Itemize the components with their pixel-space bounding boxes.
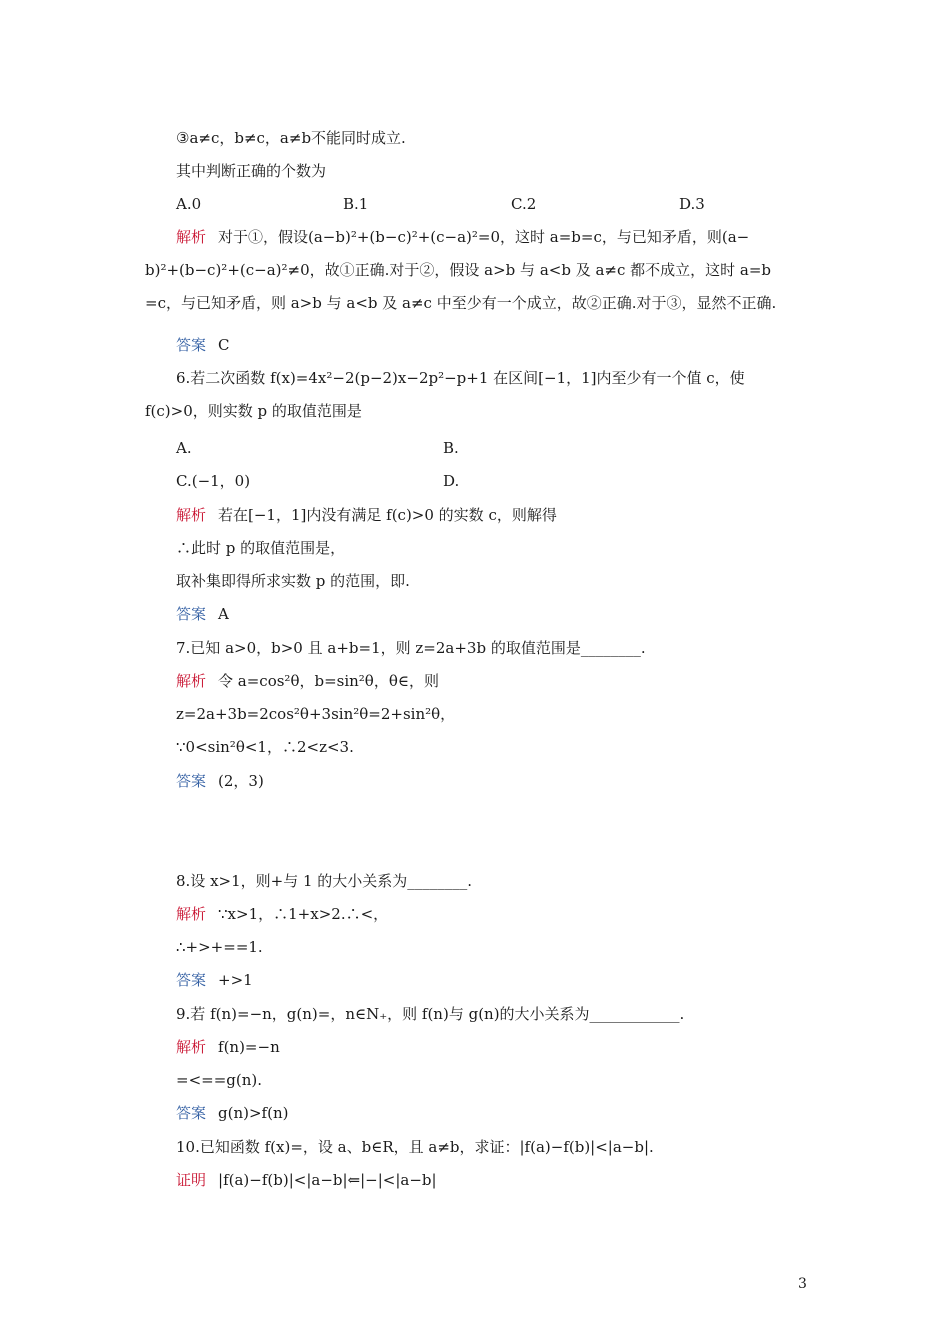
text-line — [176, 571, 410, 591]
text-line — [176, 128, 406, 148]
text-line — [176, 970, 253, 990]
line-text: (2，3) — [218, 772, 264, 790]
line-text: 6.若二次函数 f(x)=4x²−2(p−2)x−2p²−p+1 在区间[−1，1]内至少有一个值 c，使 — [176, 369, 745, 387]
option-a: A. — [176, 439, 192, 457]
line-text: ③a≠c，b≠c，a≠b不能同时成立. — [176, 129, 406, 147]
option-d: D. — [443, 472, 460, 490]
text-line — [176, 671, 439, 691]
text-line — [176, 1004, 684, 1024]
text-line — [176, 335, 230, 355]
line-text: f(c)>0，则实数 p 的取值范围是 — [145, 402, 362, 420]
line-text: =c，与已知矛盾，则 a>b 与 a<b 及 a≠c 中至少有一个成立，故②正确.对于③，显然不正确. — [145, 294, 777, 312]
section-label: 解析 — [176, 905, 207, 923]
line-text: ∵0<sin²θ<1，∴2<z<3. — [176, 738, 354, 756]
line-text: C — [218, 336, 230, 354]
text-line — [176, 704, 455, 724]
line-text: |f(a)−f(b)|<|a−b|⇐|−|<|a−b| — [218, 1171, 437, 1189]
line-text: 若在[−1，1]内没有满足 f(c)>0 的实数 c，则解得 — [218, 506, 557, 524]
text-line — [176, 1103, 288, 1123]
option-b: B. — [443, 439, 459, 457]
answer-label: 答案 — [176, 605, 207, 623]
text-line — [176, 505, 557, 525]
option-b: B.1 — [343, 195, 369, 213]
line-text: 9.若 f(n)=−n，g(n)=，n∈N₊，则 f(n)与 g(n)的大小关系为____________. — [176, 1005, 685, 1023]
section-label: 解析 — [176, 672, 207, 690]
text-line — [176, 937, 263, 957]
section-label: 解析 — [176, 506, 207, 524]
text-line — [176, 1070, 262, 1090]
section-label: 证明 — [176, 1171, 207, 1189]
option-a: A.0 — [176, 195, 202, 213]
line-text: ∴+>+==1. — [176, 938, 263, 956]
line-text: 7.已知 a>0，b>0 且 a+b=1，则 z=2a+3b 的取值范围是________. — [176, 639, 646, 657]
text-line — [176, 368, 745, 388]
text-line — [176, 227, 749, 247]
line-text: 对于①，假设(a−b)²+(b−c)²+(c−a)²=0，这时 a=b=c，与已知矛盾，则(a− — [218, 228, 750, 246]
text-line — [176, 771, 264, 791]
text-line — [176, 904, 388, 924]
line-text: 令 a=cos²θ，b=sin²θ，θ∈，则 — [218, 672, 439, 690]
answer-label: 答案 — [176, 971, 207, 989]
text-line — [176, 161, 326, 181]
section-label: 解析 — [176, 228, 207, 246]
text-line — [176, 1037, 280, 1057]
line-text: +>1 — [218, 971, 253, 989]
text-line — [176, 538, 345, 558]
line-text: b)²+(b−c)²+(c−a)²≠0，故①正确.对于②，假设 a>b 与 a<b 及 a≠c 都不成立，这时 a=b — [145, 261, 772, 279]
text-line — [145, 401, 362, 421]
text-line — [145, 260, 771, 280]
line-text: f(n)=−n — [218, 1038, 280, 1056]
section-label: 解析 — [176, 1038, 207, 1056]
text-line — [176, 604, 229, 624]
answer-label: 答案 — [176, 1104, 207, 1122]
line-text: 其中判断正确的个数为 — [176, 162, 327, 180]
text-line — [176, 1137, 654, 1157]
line-text: g(n)>f(n) — [218, 1104, 289, 1122]
text-line — [176, 638, 646, 658]
text-line — [145, 293, 776, 313]
line-text: 10.已知函数 f(x)=，设 a、b∈R，且 a≠b，求证：|f(a)−f(b)|<|a−b|. — [176, 1138, 654, 1156]
line-text: 取补集即得所求实数 p 的范围，即. — [176, 572, 410, 590]
line-text: =<==g(n). — [176, 1071, 263, 1089]
text-line — [176, 737, 354, 757]
line-text: 8.设 x>1，则+与 1 的大小关系为________. — [176, 872, 473, 890]
line-text: A — [218, 605, 229, 623]
text-line — [176, 871, 472, 891]
option-c: C.(−1，0) — [176, 472, 251, 490]
line-text: z=2a+3b=2cos²θ+3sin²θ=2+sin²θ， — [176, 705, 456, 723]
answer-label: 答案 — [176, 336, 207, 354]
option-d: D.3 — [679, 195, 705, 213]
line-text: ∵x>1，∴1+x>2.∴<， — [218, 905, 389, 923]
answer-label: 答案 — [176, 772, 207, 790]
page-number: 3 — [798, 1276, 807, 1292]
option-c: C.2 — [511, 195, 537, 213]
text-line — [176, 1170, 437, 1190]
line-text: ∴此时 p 的取值范围是， — [176, 539, 346, 557]
